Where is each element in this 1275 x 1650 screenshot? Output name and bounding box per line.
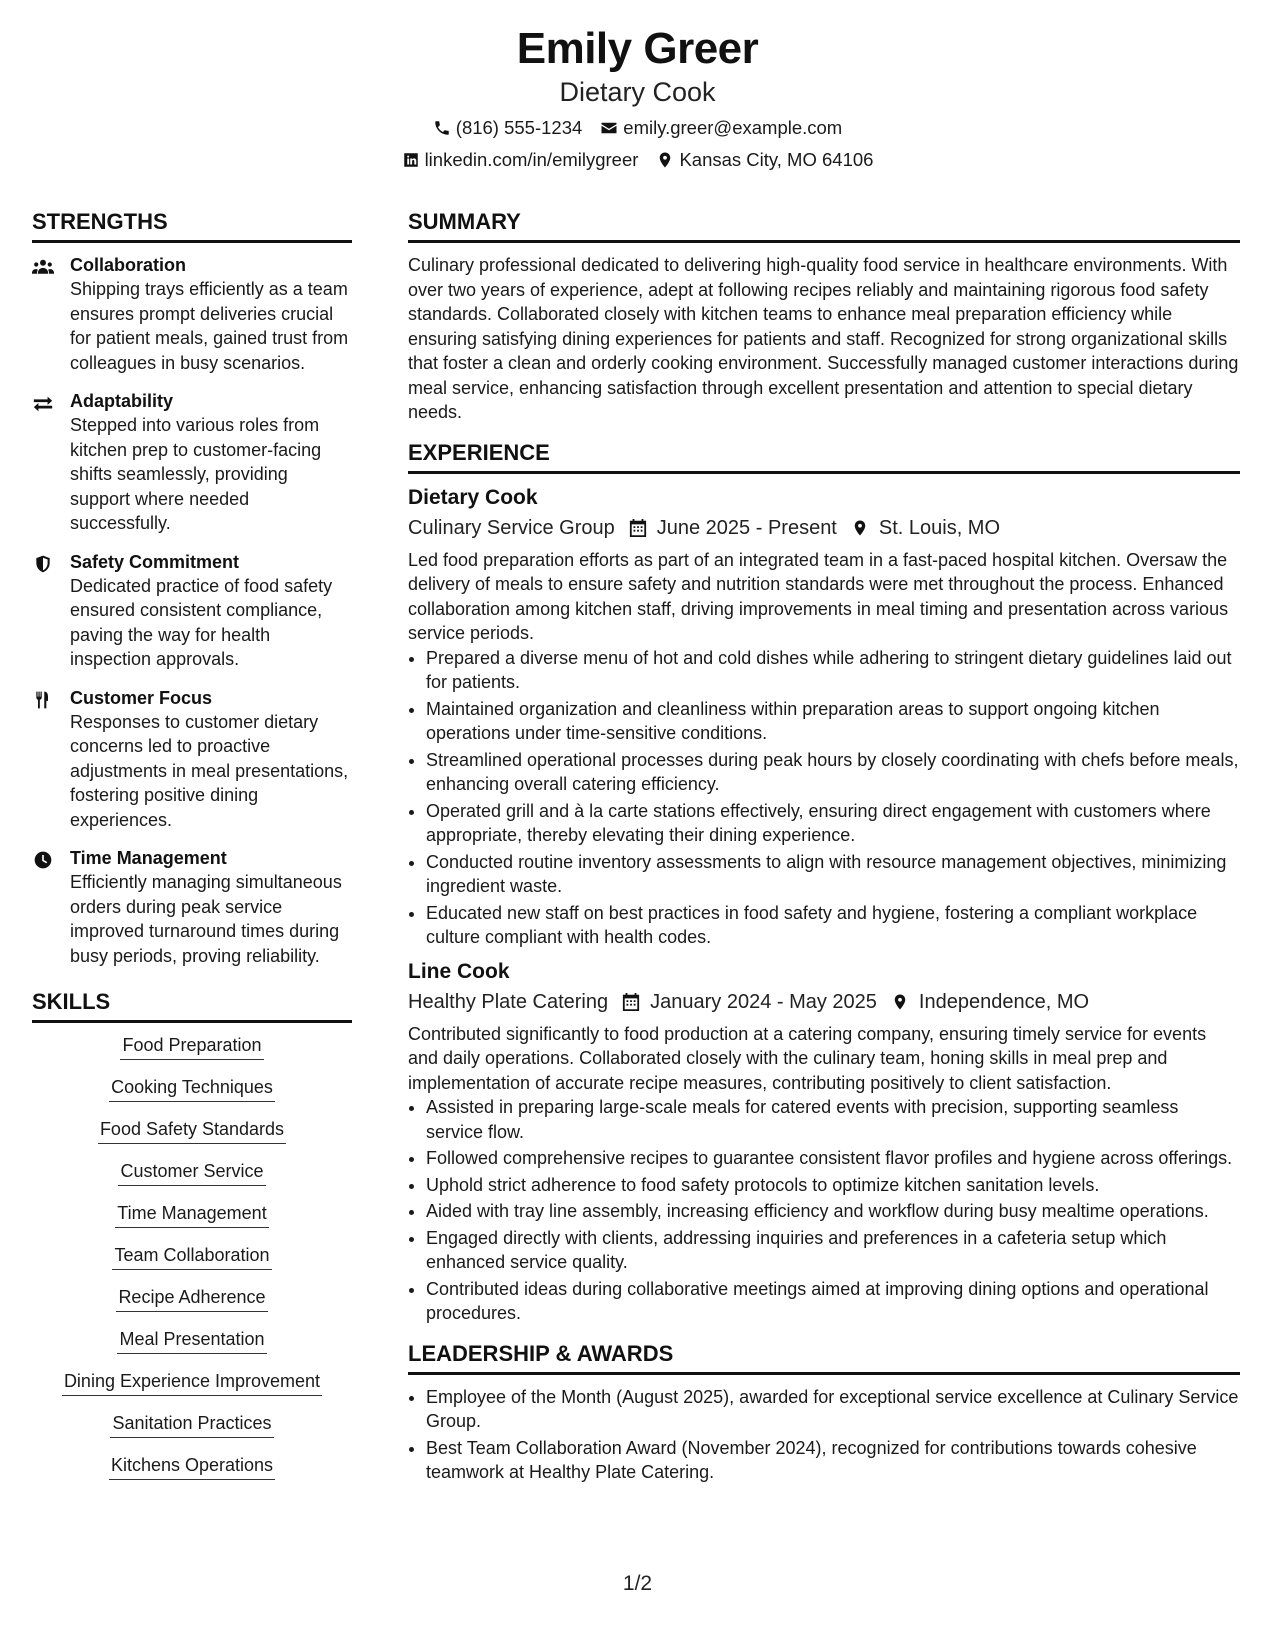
contact-row-2 [0,148,1275,172]
strength-item [32,253,352,375]
strength-title: Time Management [70,848,227,868]
shield-icon [32,554,54,574]
resume-header [0,22,1275,172]
linkedin-text[interactable]: linkedin.com/in/emilygreer [424,149,639,170]
contact-phone [433,116,583,140]
phone-icon [433,119,451,137]
strength-item [32,389,352,536]
strengths-heading: STRENGTHS [32,208,352,243]
linkedin-icon [402,151,420,169]
list-item: • Contributed ideas during collaborative meetings aimed at improving dining options and operational procedures. [426,1277,1240,1326]
experience-heading: EXPERIENCE [408,439,1240,474]
job-title: Dietary Cook [408,485,538,509]
calendar-icon [629,518,647,538]
list-item: • Maintained organization and cleanliness within preparation areas to support ongoing kitchen operations under time-sensitive conditions. [426,697,1240,746]
users-icon [32,257,54,277]
strength-desc: Shipping trays efficiently as a team ensures prompt deliveries crucial for patient meals, gained trust from colleagues in busy scenarios. [70,279,349,373]
map-pin-icon [851,518,869,538]
skill-item: Team Collaboration [112,1243,271,1270]
envelope-icon [600,119,618,137]
strength-item [32,846,352,968]
email-text[interactable]: emily.greer@example.com [623,117,843,138]
job-dates: January 2024 - May 2025 [650,990,877,1013]
right-column [408,208,1240,1487]
skill-item: Time Management [115,1201,268,1228]
list-item: • Best Team Collaboration Award (November 2024), recognized for contributions towards cohesive teamwork at Healthy Plate Catering. [426,1436,1240,1485]
job-entry [408,958,1240,1326]
contact-email[interactable] [600,116,842,140]
skills-list [32,1033,352,1480]
contact-location [656,148,873,172]
job-description: Contributed significantly to food production at a catering company, ensuring timely service for events and daily operations. Collaborated closely with the culinary team, honing skills in meal prep and implementation of accurate recipe measures, contributing positively to client satisfaction. [408,1023,1207,1093]
job-meta [408,514,1240,542]
list-item: • Engaged directly with clients, addressing inquiries and preferences in a cafeteria setup which enhanced service quality. [426,1226,1240,1275]
clock-icon [32,850,54,870]
list-item: • Uphold strict adherence to food safety protocols to optimize kitchen sanitation levels. [426,1173,1240,1198]
list-item: • Prepared a diverse menu of hot and cold dishes while adhering to stringent dietary guidelines laid out for patients. [426,646,1240,695]
contact-row-1 [0,116,1275,140]
skills-section [32,988,352,1480]
summary-text: Culinary professional dedicated to delivering high-quality food service in healthcare environments. With over two years of experience, adept at following recipes reliably and maintaining rigorous food safety standards. Collaborated closely with kitchen teams to enhance meal preparation efficiency while ensuring satisfying dining experiences for patients and staff. Recognized for strong organizational skills that foster a clean and orderly cooking environment. Successfully managed customer interactions during meal service, enhancing satisfaction through excellent presentation and attention to special dietary needs. [408,255,1239,422]
list-item: • Streamlined operational processes during peak hours by closely coordinating with chefs before meals, enhancing overall catering efficiency. [426,748,1240,797]
left-column [32,208,352,1495]
skill-item: Food Safety Standards [98,1117,286,1144]
summary-heading: SUMMARY [408,208,1240,243]
strength-desc: Stepped into various roles from kitchen prep to customer-facing shifts seamlessly, providing support where needed successfully. [70,415,322,533]
job-entry [408,484,1240,950]
strength-title: Safety Commitment [70,551,240,572]
skill-item: Cooking Techniques [109,1075,275,1102]
job-description: Led food preparation efforts as part of an integrated team in a fast-paced hospital kitchen. Oversaw the delivery of meals to ensure safety and nutrition standards were met throughout the process. Enhanced collaboration among kitchen staff, driving improvements in meal timing and presentation across various service periods. [408,549,1229,643]
job-bullets [408,646,1240,950]
page-number: 1/2 [622,1572,653,1595]
list-item: • Followed comprehensive recipes to guarantee consistent flavor profiles and hygiene across offerings. [426,1146,1240,1171]
skill-item: Sanitation Practices [110,1411,273,1438]
skills-heading: SKILLS [32,988,352,1023]
phone-text: (816) 555-1234 [455,117,583,138]
job-location: St. Louis, MO [878,516,1001,539]
map-pin-icon [656,151,674,169]
location-text: Kansas City, MO 64106 [679,149,874,170]
skill-item: Recipe Adherence [116,1285,267,1312]
utensils-icon [32,690,54,710]
list-item: • Conducted routine inventory assessments to align with resource management objectives, minimizing ingredient waste. [426,850,1240,899]
contact-linkedin[interactable] [402,148,639,172]
list-item: • Assisted in preparing large-scale meals for catered events with precision, supporting seamless service flow. [426,1095,1240,1144]
strength-item [32,686,352,833]
list-item: • Aided with tray line assembly, increasing efficiency and workflow during busy mealtime operations. [426,1199,1240,1224]
job-dates: June 2025 - Present [656,516,837,539]
job-company: Culinary Service Group [408,516,615,539]
strengths-list [32,253,352,968]
exchange-arrows-icon [32,393,54,413]
job-meta [408,988,1240,1016]
map-pin-icon [891,992,909,1012]
strength-item [32,550,352,672]
skill-item: Customer Service [118,1159,265,1186]
candidate-name: Emily Greer [516,24,759,73]
candidate-title: Dietary Cook [559,77,716,107]
strength-desc: Responses to customer dietary concerns led to proactive adjustments in meal presentations, fostering positive dining experiences. [70,711,349,830]
strength-desc: Efficiently managing simultaneous orders during peak service improved turnaround times during busy periods, proving reliability. [70,872,342,966]
strength-title: Collaboration [70,255,186,275]
awards-list [408,1385,1240,1485]
skill-item: Kitchens Operations [109,1453,275,1480]
strength-title: Customer Focus [70,687,213,708]
list-item: • Educated new staff on best practices in food safety and hygiene, fostering a compliant workplace culture compliant with health codes. [426,901,1240,950]
awards-heading: LEADERSHIP & AWARDS [408,1340,1240,1375]
strength-desc: Dedicated practice of food safety ensured consistent compliance, paving the way for health inspection approvals. [70,575,333,669]
job-location: Independence, MO [918,990,1090,1013]
calendar-icon [622,992,640,1012]
strength-title: Adaptability [70,391,174,411]
job-title: Line Cook [408,959,510,983]
job-bullets [408,1095,1240,1326]
job-company: Healthy Plate Catering [408,990,609,1013]
list-item: • Operated grill and à la carte stations effectively, ensuring direct engagement with customers where appropriate, thereby elevating their dining experience. [426,799,1240,848]
skill-item: Dining Experience Improvement [62,1369,322,1396]
skill-item: Food Preparation [120,1033,263,1060]
list-item: • Employee of the Month (August 2025), awarded for exceptional service excellence at Culinary Service Group. [426,1385,1240,1434]
skill-item: Meal Presentation [117,1327,266,1354]
